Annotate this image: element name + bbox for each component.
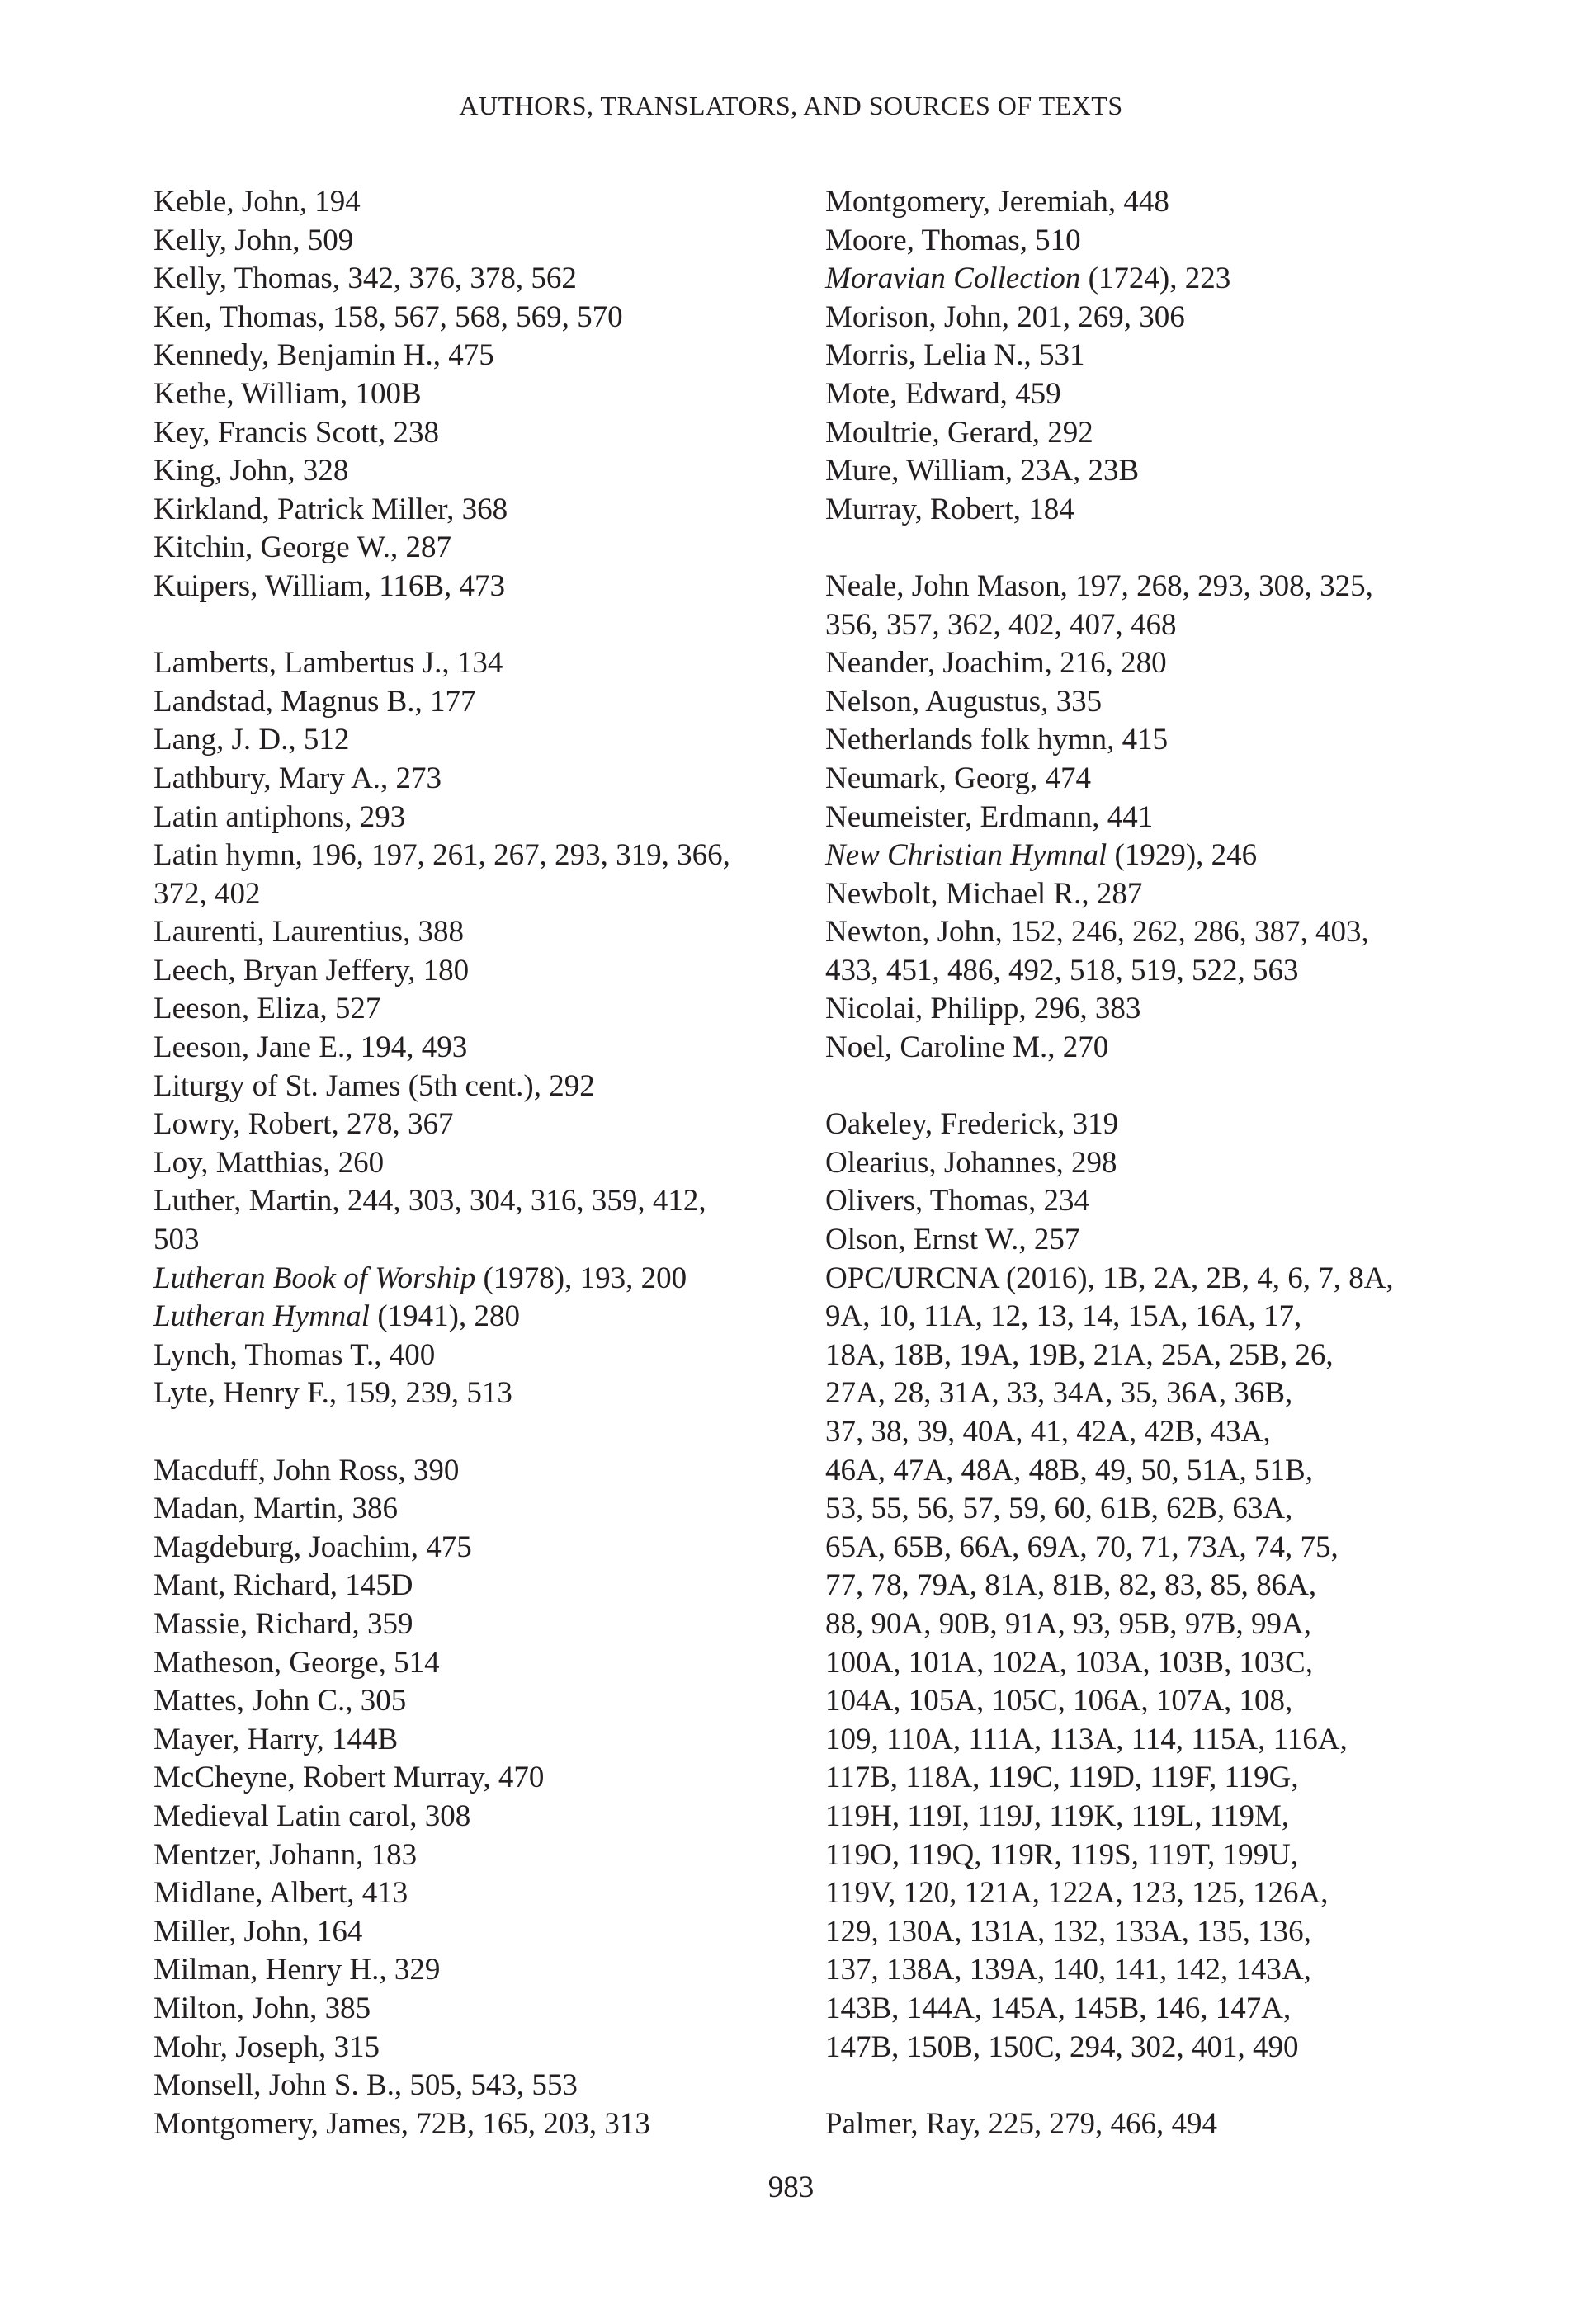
page-number: 983 [767, 2171, 815, 2204]
index-column-right [825, 183, 1469, 2143]
entry-line: OPC/URCNA (2016), 1B, 2A, 2B, 4, 6, 7, 8A, [825, 1261, 1394, 1295]
letter-group-gap [825, 2067, 1469, 2105]
entry-continuation: 46A, 47A, 48A, 48B, 49, 50, 51A, 51B, [825, 1453, 1313, 1487]
entry-continuation: 119O, 119Q, 119R, 119S, 119T, 199U, [825, 1837, 1299, 1872]
entry-continuation: 100A, 101A, 102A, 103A, 103B, 103C, [825, 1645, 1313, 1680]
index-entry: Liturgy of St. James (5th cent.), 292 [153, 1068, 595, 1103]
index-entry [153, 1182, 781, 1259]
index-entry [153, 1298, 781, 1336]
index-entry: Kelly, Thomas, 342, 376, 378, 562 [153, 262, 577, 296]
index-entry-opc-urcna [825, 1260, 1469, 2067]
index-entry: Mentzer, Johann, 183 [153, 1837, 418, 1872]
index-entry: Kelly, John, 509 [153, 223, 354, 257]
index-entry: Mant, Richard, 145D [153, 1568, 413, 1603]
entry-continuation: 27A, 28, 31A, 33, 34A, 35, 36A, 36B, [825, 1376, 1293, 1411]
index-entry: Leeson, Eliza, 527 [153, 992, 381, 1026]
entry-continuation: 65A, 65B, 66A, 69A, 70, 71, 73A, 74, 75, [825, 1530, 1339, 1564]
entry-continuation: 433, 451, 486, 492, 518, 519, 522, 563 [825, 953, 1299, 988]
index-entry: Olivers, Thomas, 234 [825, 1184, 1089, 1219]
index-entry: Lang, J. D., 512 [153, 723, 350, 757]
index-entry: Lynch, Thomas T., 400 [153, 1337, 436, 1372]
index-entry: Montgomery, James, 72B, 165, 203, 313 [153, 2106, 650, 2141]
letter-group-gap [825, 529, 1469, 568]
entry-continuation: 104A, 105A, 105C, 106A, 107A, 108, [825, 1684, 1293, 1718]
entry-continuation: 53, 55, 56, 57, 59, 60, 61B, 62B, 63A, [825, 1492, 1293, 1526]
index-entry: Mayer, Harry, 144B [153, 1722, 399, 1756]
index-entry: Leech, Bryan Jeffery, 180 [153, 953, 470, 988]
index-entry: Neumark, Georg, 474 [825, 761, 1091, 795]
index-entry: Neander, Joachim, 216, 280 [825, 646, 1167, 681]
index-entry: Macduff, John Ross, 390 [153, 1453, 460, 1487]
index-entry: Miller, John, 164 [153, 1914, 363, 1949]
index-entry [825, 260, 1469, 299]
index-entry: Landstad, Magnus B., 177 [153, 684, 476, 719]
index-entry: Lathbury, Mary A., 273 [153, 761, 442, 795]
entry-continuation: 503 [153, 1223, 200, 1257]
index-entry: Montgomery, Jeremiah, 448 [825, 185, 1169, 219]
source-details: (1941), 280 [370, 1299, 520, 1334]
entry-continuation: 117B, 118A, 119C, 119D, 119F, 119G, [825, 1761, 1299, 1795]
index-entry: Newbolt, Michael R., 287 [825, 876, 1143, 911]
index-entry: Moultrie, Gerard, 292 [825, 415, 1093, 450]
index-entry: Mure, William, 23A, 23B [825, 454, 1140, 488]
index-entry: Ken, Thomas, 158, 567, 568, 569, 570 [153, 299, 623, 334]
index-entry: Milton, John, 385 [153, 1991, 371, 2025]
source-title: Moravian Collection [825, 262, 1081, 296]
index-entry: Key, Francis Scott, 238 [153, 415, 439, 450]
index-entry: Noel, Caroline M., 270 [825, 1030, 1109, 1065]
index-entry: Neumeister, Erdmann, 441 [825, 799, 1154, 834]
entry-continuation: 9A, 10, 11A, 12, 13, 14, 15A, 16A, 17, [825, 1299, 1302, 1334]
index-entry: Massie, Richard, 359 [153, 1606, 413, 1641]
index-entry: Olearius, Johannes, 298 [825, 1145, 1117, 1180]
entry-continuation: 356, 357, 362, 402, 407, 468 [825, 607, 1177, 642]
entry-continuation: 18A, 18B, 19A, 19B, 21A, 25A, 25B, 26, [825, 1337, 1334, 1372]
source-title: New Christian Hymnal [825, 838, 1107, 873]
index-entry: Kennedy, Benjamin H., 475 [153, 338, 494, 373]
index-entry: Kitchin, George W., 287 [153, 530, 452, 565]
index-entry: Moore, Thomas, 510 [825, 223, 1081, 257]
index-column-left [153, 183, 781, 2143]
entry-line: Latin hymn, 196, 197, 261, 267, 293, 319, 366, [153, 838, 730, 873]
entry-continuation: 109, 110A, 111A, 113A, 114, 115A, 116A, [825, 1722, 1348, 1756]
index-entry [825, 913, 1469, 990]
index-entry: Morison, John, 201, 269, 306 [825, 299, 1185, 334]
index-entry [825, 837, 1469, 875]
entry-continuation: 88, 90A, 90B, 91A, 93, 95B, 97B, 99A, [825, 1606, 1311, 1641]
index-entry [153, 1260, 781, 1299]
entry-continuation: 137, 138A, 139A, 140, 141, 142, 143A, [825, 1953, 1311, 1987]
index-entry [153, 837, 781, 913]
entry-line: Neale, John Mason, 197, 268, 293, 308, 325, [825, 568, 1373, 603]
index-entry: Mohr, Joseph, 315 [153, 2029, 380, 2064]
index-entry: Lowry, Robert, 278, 367 [153, 1107, 454, 1142]
index-entry: Matheson, George, 514 [153, 1645, 440, 1680]
index-entry: Lamberts, Lambertus J., 134 [153, 646, 503, 681]
entry-continuation: 37, 38, 39, 40A, 41, 42A, 42B, 43A, [825, 1415, 1271, 1449]
index-entry: Morris, Lelia N., 531 [825, 338, 1085, 373]
source-title: Lutheran Book of Worship [153, 1261, 476, 1295]
index-entry: Kuipers, William, 116B, 473 [153, 568, 506, 603]
index-entry: Netherlands folk hymn, 415 [825, 723, 1169, 757]
index-entry: Milman, Henry H., 329 [153, 1953, 441, 1987]
entry-continuation: 119V, 120, 121A, 122A, 123, 125, 126A, [825, 1876, 1329, 1911]
source-details: (1978), 193, 200 [475, 1261, 687, 1295]
entry-continuation: 143B, 144A, 145A, 145B, 146, 147A, [825, 1991, 1292, 2025]
entry-continuation: 372, 402 [153, 876, 261, 911]
index-entry: Nicolai, Philipp, 296, 383 [825, 992, 1141, 1026]
entry-continuation: 129, 130A, 131A, 132, 133A, 135, 136, [825, 1914, 1311, 1949]
index-entry: Kirkland, Patrick Miller, 368 [153, 492, 508, 526]
index-entry: Kethe, William, 100B [153, 376, 422, 411]
index-entry: Mattes, John C., 305 [153, 1684, 407, 1718]
index-entry: Medieval Latin carol, 308 [153, 1798, 471, 1833]
entry-continuation: 77, 78, 79A, 81A, 81B, 82, 83, 85, 86A, [825, 1568, 1317, 1603]
index-entry: Keble, John, 194 [153, 185, 361, 219]
index-entry [825, 568, 1469, 644]
index-entry: Monsell, John S. B., 505, 543, 553 [153, 2068, 578, 2103]
index-entry: Magdeburg, Joachim, 475 [153, 1530, 472, 1564]
entry-line: Newton, John, 152, 246, 262, 286, 387, 403, [825, 915, 1369, 950]
index-entry: Latin antiphons, 293 [153, 799, 406, 834]
index-entry: Palmer, Ray, 225, 279, 466, 494 [825, 2106, 1218, 2141]
entry-line: Luther, Martin, 244, 303, 304, 316, 359, 412, [153, 1184, 706, 1219]
letter-group-gap [825, 1068, 1469, 1106]
index-entry: Loy, Matthias, 260 [153, 1145, 385, 1180]
index-entry: Madan, Martin, 386 [153, 1492, 398, 1526]
source-details: (1929), 246 [1107, 838, 1258, 873]
index-entry: Mote, Edward, 459 [825, 376, 1061, 411]
letter-group-gap [153, 1413, 781, 1452]
index-entry: Oakeley, Frederick, 319 [825, 1107, 1119, 1142]
index-entry: Murray, Robert, 184 [825, 492, 1074, 526]
index-entry: McCheyne, Robert Murray, 470 [153, 1761, 545, 1795]
index-entry: Midlane, Albert, 413 [153, 1876, 408, 1911]
index-entry: Leeson, Jane E., 194, 493 [153, 1030, 468, 1065]
source-details: (1724), 223 [1080, 262, 1231, 296]
running-head: AUTHORS, TRANSLATORS, AND SOURCES OF TEXTS [459, 91, 1123, 120]
letter-group-gap [153, 606, 781, 645]
index-entry: Laurenti, Laurentius, 388 [153, 915, 465, 950]
index-entry: Olson, Ernst W., 257 [825, 1223, 1080, 1257]
entry-continuation: 119H, 119I, 119J, 119K, 119L, 119M, [825, 1798, 1290, 1833]
index-entry: Lyte, Henry F., 159, 239, 513 [153, 1376, 512, 1411]
source-title: Lutheran Hymnal [153, 1299, 371, 1334]
entry-continuation: 147B, 150B, 150C, 294, 302, 401, 490 [825, 2029, 1299, 2064]
index-entry: Nelson, Augustus, 335 [825, 684, 1103, 719]
index-entry: King, John, 328 [153, 454, 349, 488]
